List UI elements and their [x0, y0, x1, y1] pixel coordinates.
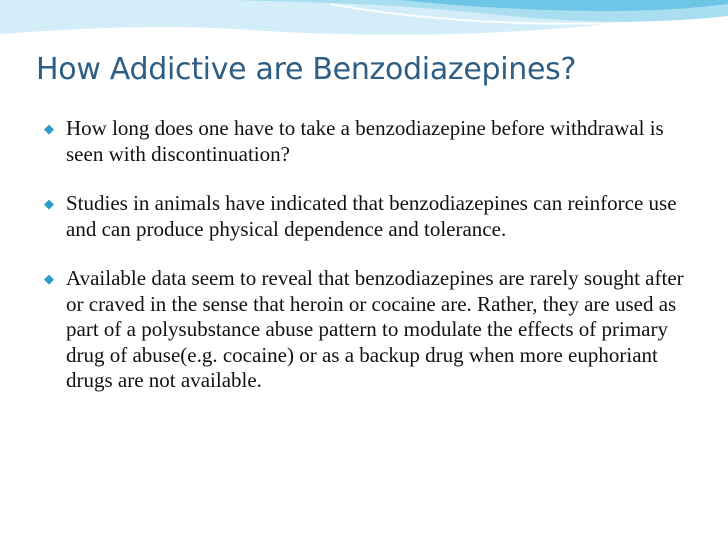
- bullet-diamond-icon: ◆: [44, 121, 54, 136]
- bullet-item: [44, 266, 704, 394]
- bullet-item: [44, 116, 704, 167]
- bullet-list: [44, 116, 704, 394]
- bullet-text: How long does one have to take a benzodiazepine before withdrawal is seen with discontinuation?: [66, 116, 664, 166]
- bullet-diamond-icon: ◆: [44, 196, 54, 211]
- bullet-text: Available data seem to reveal that benzodiazepines are rarely sought after or craved in the sense that heroin or cocaine are. Rather, they are used as part of a polysubstance abuse pattern to modulate the effects of primary drug of abuse(e.g. cocaine) or as a backup drug when more euphoriant drugs are not available.: [66, 266, 684, 392]
- bullet-diamond-icon: ◆: [44, 271, 54, 286]
- bullet-text: Studies in animals have indicated that benzodiazepines can reinforce use and can produce physical dependence and tolerance.: [66, 191, 677, 241]
- slide-title: How Addictive are Benzodiazepines?: [36, 52, 577, 87]
- bullet-item: [44, 191, 704, 242]
